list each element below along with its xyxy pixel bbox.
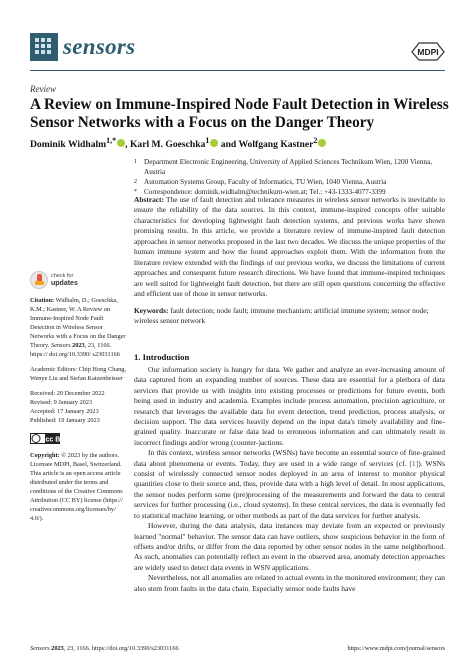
abstract: [134, 195, 445, 300]
paragraph: However, during the data analysis, data instances may deviate from an expected or previously learned "normal" behavior. The sensor data can have outliers, show suspicious behavior in the form of offsets and/or drifts, or differ from the data reported by other sensor nodes in the same neighborhood. As such, anomalies can potentially reflect an event in the observed area, anomaly detection approaches are widely used to detect data events in WSN applications.: [134, 521, 445, 572]
check-for-updates-button[interactable]: [30, 271, 90, 291]
footer-journal-link[interactable]: https://www.mdpi.com/journal/sensors: [347, 645, 445, 652]
cc-by-license-icon[interactable]: [30, 433, 65, 444]
author-affiliation-mark: 1,*: [106, 136, 117, 145]
paragraph: [134, 448, 445, 521]
editors-block: [30, 365, 126, 383]
author-list: [30, 136, 450, 150]
author-affiliation-mark: 2: [313, 136, 318, 145]
footer-journal: Sensors: [30, 645, 50, 652]
author-affiliation-mark: 1: [205, 136, 210, 145]
footer-year: 2023: [51, 645, 64, 652]
abstract-text: The use of fault detection and tolerance measures in wireless sensor networks is inevitable to ensure the reliability of the data sources. In this context, immune-inspired concepts offer suitable characteristics for developing lightweight fault detection systems, and previous works have shown promising results. In this article, we provide a literature review of immune-inspired fault detection approaches in sensor networks proposed in the last two decades. We discuss the unique properties of the human immune system and how the found approaches exploit them. With the information from the literature review extended with the findings of our previous works, we discuss the limitations of current approaches and consequent future research directions. We have found that immune-inspired techniques are well suited for lightweight fault detection, but there are still open questions concerning the effective and efficient use of those in sensor networks.: [134, 195, 446, 299]
author-name[interactable]: Wolfgang Kastner: [238, 139, 314, 151]
copyright-block: [30, 451, 126, 523]
article-sidebar: [30, 296, 126, 529]
affiliation-text: Automation Systems Group, Faculty of Informatics, TU Wien, 1040 Vienna, Austria: [144, 178, 387, 186]
citation-block: [30, 296, 126, 359]
citation-label: Citation:: [30, 297, 55, 304]
citation-doi[interactable]: , 23, 1166. https:// doi.org/10.3390/ s23031166: [30, 342, 120, 358]
citation-link[interactable]: [1]: [409, 458, 419, 468]
orcid-icon[interactable]: [318, 139, 326, 147]
journal-name: sensors: [63, 34, 136, 59]
author-name[interactable]: Dominik Widhalm: [30, 139, 107, 151]
author-separator: ,: [125, 139, 130, 151]
dates-block: [30, 389, 126, 425]
footer-doi[interactable]: , 23, 1166. https://doi.org/10.3390/s23031166: [63, 645, 179, 652]
affiliation-text: Department Electronic Engineering, University of Applied Sciences Technikum Wien, 1200 Vienna, Austria: [144, 158, 432, 176]
mdpi-logo-text: MDPI: [417, 47, 439, 57]
author-name[interactable]: Karl M. Goeschka: [129, 139, 206, 151]
section-heading: 1. Introduction: [134, 352, 190, 362]
author-separator: and: [218, 139, 239, 151]
date-accepted: Accepted: 17 January 2023: [30, 408, 99, 415]
affiliation-mark: *: [134, 189, 137, 195]
keywords: [134, 306, 445, 327]
paragraph-text: ). WSNs consist of wirelessly connected sensor nodes deployed in an area of interest to monitor physical quantities close to their source and, thus, provide data with a high level of detail. In most applications, the sensor nodes perform some (pre)processing of the measurements and forward the data to central services for further processing (i.e., cloud systems). In these central services, the data is eventually fed to statistical machine learning, or other methods as part of the data services for further analysis.: [134, 458, 445, 520]
affiliation-mark: 1: [134, 159, 137, 165]
article-title: A Review on Immune-Inspired Node Fault Detection in Wireless Sensor Networks with a Focus on the Danger Theory: [30, 96, 449, 131]
paragraph: Our information society is hungry for data. We gather and analyze an ever-increasing amount of data captured from an expanding number of sources. These data are essential for a plethora of data services that provide us with insights into existing processes or predictions for future events, both being used in industry and academia. Examples include process automation, precision agriculture, or research that leverages the available data for event detection, trend prediction, process analysis, or decision support. The data services heavily depend on the input data's timely availability and fine-grained quality. Inaccurate or false data lead to erroneous information and can ultimately result in incorrect findings and/or wrong (counter-)actions.: [134, 365, 445, 447]
affiliation-item: [134, 177, 444, 187]
check-updates-icon: [30, 271, 48, 289]
mdpi-logo: [411, 42, 445, 61]
copyright-text: © 2023 by the authors. Licensee MDPI, Basel, Switzerland. This article is an open access article distributed under the terms and conditions of the Creative Commons Attribution (CC BY) license (https:// creativecommons.org/licenses/by/ 4.0/).: [30, 452, 123, 522]
article-type: Review: [30, 84, 56, 94]
date-received: Received: 20 December 2022: [30, 390, 105, 397]
check-updates-line2: updates: [51, 280, 78, 287]
abstract-label: Abstract:: [134, 195, 164, 204]
check-updates-line1: check for: [51, 273, 74, 279]
correspondence-text[interactable]: Correspondence: dominik.widhalm@technikum-wien.at; Tel.: +43-1333-4077-3399: [144, 188, 386, 196]
copyright-label: Copyright:: [30, 452, 60, 459]
affiliation-mark: 2: [134, 179, 137, 185]
footer-citation: [30, 645, 179, 652]
academic-editors: Academic Editors: Chip Hong Chang, Wenye Liu and Stefan Katzenbeisser: [30, 366, 127, 382]
cc-badge-text: cc BY: [45, 436, 65, 444]
citation-text: Widhalm, D.; Goeschka, K.M.; Kastner, W. A Review on Immune-Inspired Node Fault Detection in Wireless Sensor Networks with a Focus on the Danger Theory.: [30, 297, 126, 349]
date-revised: Revised: 9 January 2023: [30, 399, 93, 406]
keywords-label: Keywords:: [134, 306, 169, 315]
citation-year: 2023: [72, 342, 85, 349]
journal-logo: [30, 33, 58, 61]
header-divider: [30, 70, 445, 71]
orcid-icon[interactable]: [117, 139, 125, 147]
affiliation-item: [134, 157, 444, 177]
paragraph-text: In this context, wireless sensor networks (WSNs) have become an essential source of fine-grained data about phenomena or events. Today, they are used in a wide range of services (cf.: [134, 448, 445, 468]
affiliations: [134, 157, 444, 197]
keywords-text: fault detection; node fault; immune mechanism; artificial immune system; sensor node; wireless sensor network: [134, 306, 429, 326]
citation-journal: Sensors: [50, 342, 71, 349]
date-published: Published: 19 January 2023: [30, 417, 100, 424]
body-text: [134, 365, 445, 594]
paragraph: Nevertheless, not all anomalies are related to actual events in the monitored environment; they can also stem from faults in the data chain. Especially sensor node faults have: [134, 573, 445, 593]
